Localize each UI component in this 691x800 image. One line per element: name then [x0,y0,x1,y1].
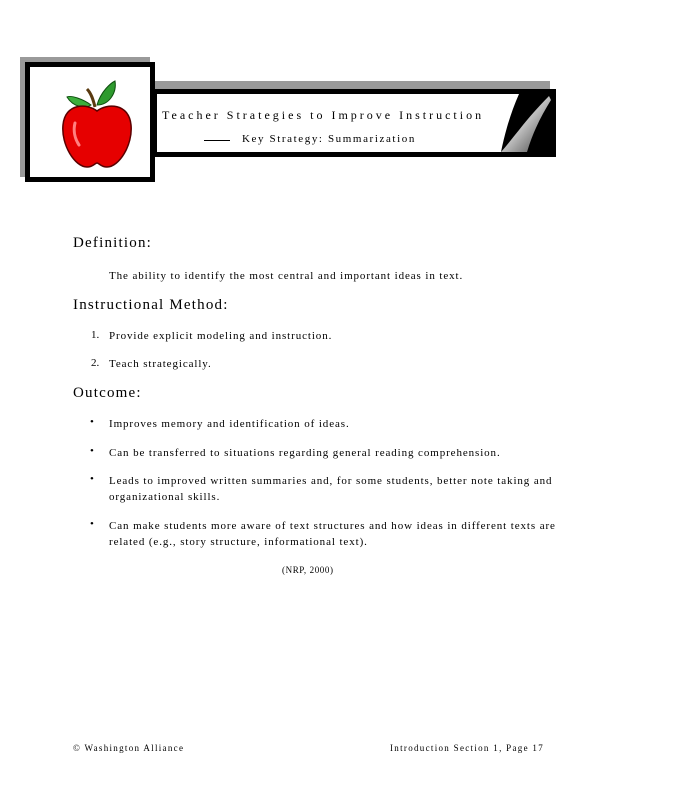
outcome-item-3-line-2: organizational skills. [109,491,221,503]
outcome-item-4-line-1: Can make students more aware of text structures and how ideas in different texts are [109,520,556,532]
outcome-bullet-1: • [90,416,94,428]
page-curl-icon [497,92,553,152]
outcome-item-4-line-2: related (e.g., story structure, informational text). [109,536,368,548]
outcome-bullet-2: • [90,445,94,457]
footer-copyright: © Washington Alliance [73,743,185,753]
outcome-heading: Outcome: [73,385,142,401]
definition-text: The ability to identify the most central and important ideas in text. [109,270,464,282]
footer-page-number: Introduction Section 1, Page 17 [390,743,545,753]
banner-title: Teacher Strategies to Improve Instruction [162,108,485,122]
definition-heading: Definition: [73,235,153,251]
instructional-method-heading: Instructional Method: [73,297,229,313]
outcome-bullet-3: • [90,473,94,485]
method-marker-2: 2. [91,357,100,369]
method-item-1: Provide explicit modeling and instruction. [109,330,333,342]
outcome-item-1-line-1: Improves memory and identification of ideas. [109,418,350,430]
outcome-item-2-line-1: Can be transferred to situations regarding general reading comprehension. [109,447,501,459]
banner-rule [204,140,230,141]
method-item-2: Teach strategically. [109,358,212,370]
outcome-item-3-line-1: Leads to improved written summaries and, for some students, better note taking and [109,475,553,487]
banner-subtitle: Key Strategy: Summarization [242,133,416,145]
apple-icon [57,79,137,171]
method-marker-1: 1. [91,329,100,341]
outcome-bullet-4: • [90,518,94,530]
citation: (NRP, 2000) [282,565,334,575]
